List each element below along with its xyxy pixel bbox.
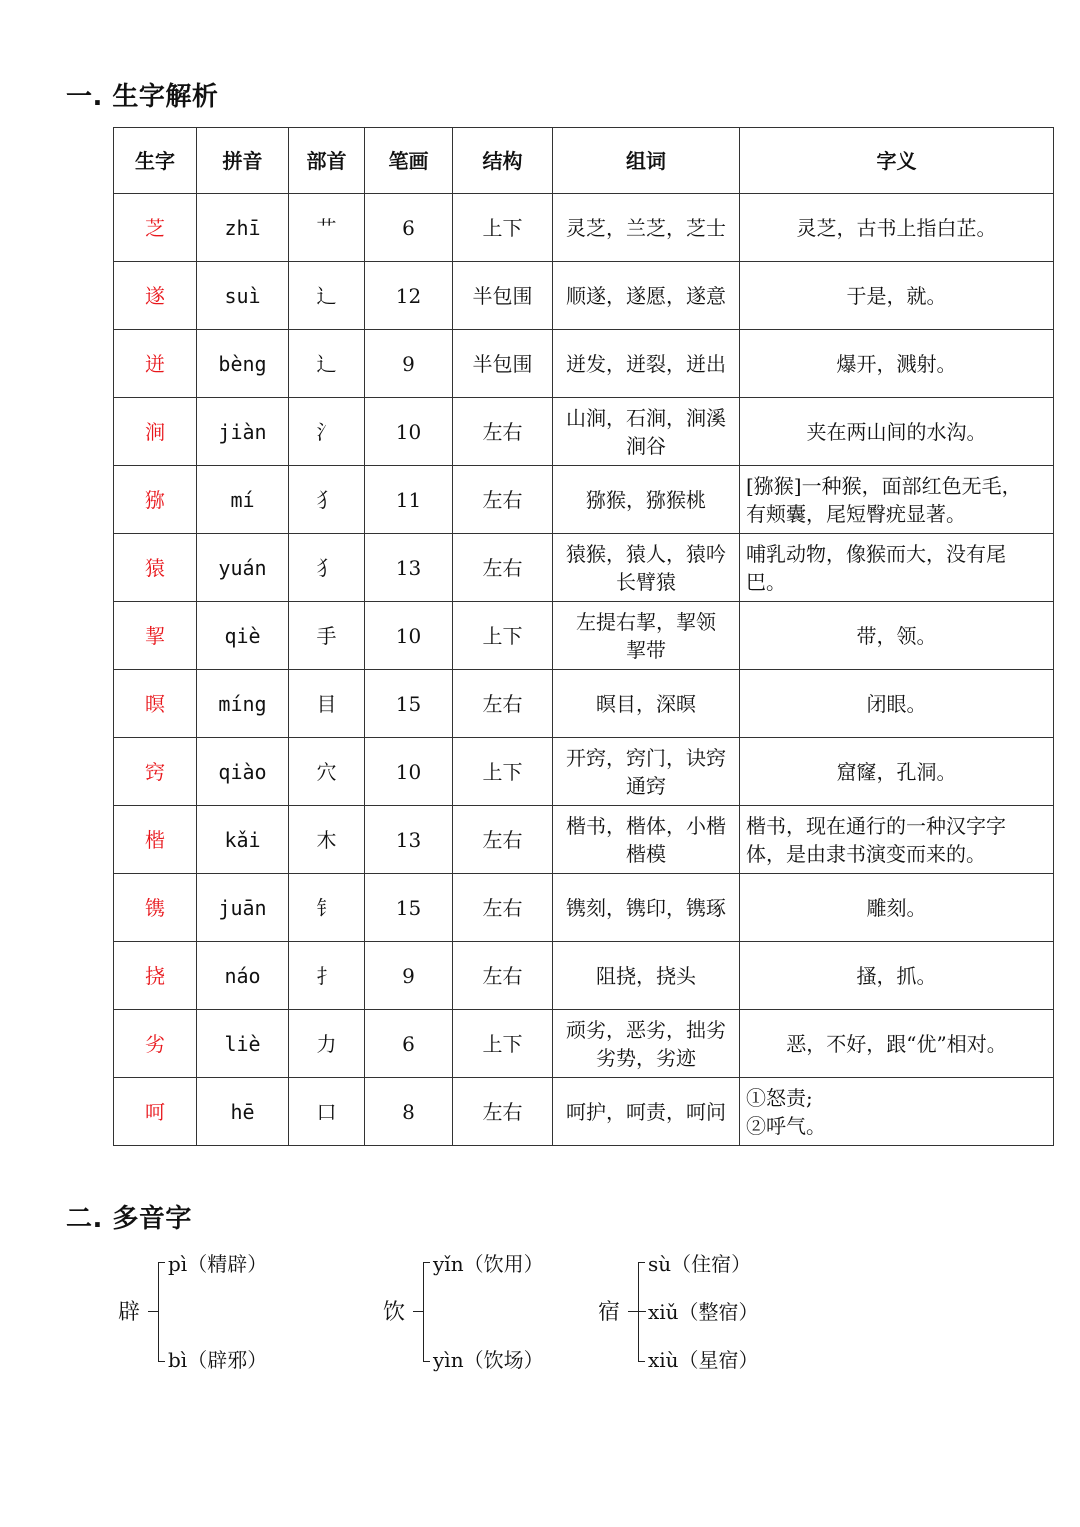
cell-meaning [740, 738, 1054, 806]
cell-character: 挠 [114, 942, 197, 1010]
cell-pinyin: zhī [197, 194, 289, 262]
table-row [114, 194, 1054, 262]
cell-pinyin: juān [197, 874, 289, 942]
cell-radical: 口 [289, 1078, 365, 1146]
cell-words [553, 262, 740, 330]
cell-words [553, 738, 740, 806]
meaning-line: 哺乳动物，像猴而大，没有尾 [746, 541, 1006, 566]
meaning-line: 闭眼。 [866, 691, 927, 716]
table-row [114, 806, 1054, 874]
cell-radical: 力 [289, 1010, 365, 1078]
cell-character: 挈 [114, 602, 197, 670]
reading-middle: xiǔ（整宿） [648, 1300, 759, 1324]
cell-pinyin: hē [197, 1078, 289, 1146]
cell-strokes: 11 [365, 466, 453, 534]
cell-radical: 目 [289, 670, 365, 738]
polyphone-character: 辟 [118, 1300, 141, 1325]
cell-radical: 手 [289, 602, 365, 670]
cell-meaning [740, 874, 1054, 942]
reading-bottom: bì（辟邪） [168, 1348, 268, 1372]
cell-character: 暝 [114, 670, 197, 738]
table-row [114, 874, 1054, 942]
cell-structure: 左右 [453, 874, 553, 942]
table-row [114, 466, 1054, 534]
cell-structure: 上下 [453, 602, 553, 670]
reading-bottom: xiù（星宿） [648, 1348, 759, 1372]
brace-tick [638, 1311, 646, 1312]
meaning-line: ①怒责; [746, 1085, 813, 1110]
cell-radical: 犭 [289, 466, 365, 534]
cell-character: 猿 [114, 534, 197, 602]
brace [638, 1262, 645, 1362]
brace [423, 1262, 430, 1362]
cell-words [553, 1078, 740, 1146]
word-line: 呵护，呵责，呵问 [566, 1099, 726, 1124]
cell-structure: 上下 [453, 738, 553, 806]
cell-strokes: 15 [365, 874, 453, 942]
meaning-line: 于是，就。 [846, 283, 947, 308]
table-row [114, 738, 1054, 806]
column-header: 生字 [114, 128, 197, 194]
cell-strokes: 6 [365, 1010, 453, 1078]
cell-words [553, 466, 740, 534]
cell-structure: 上下 [453, 194, 553, 262]
brace-connector [628, 1311, 638, 1312]
cell-meaning [740, 398, 1054, 466]
cell-structure: 左右 [453, 670, 553, 738]
cell-structure: 左右 [453, 398, 553, 466]
cell-radical: 氵 [289, 398, 365, 466]
cell-structure: 左右 [453, 806, 553, 874]
brace-connector [148, 1311, 158, 1312]
cell-meaning [740, 534, 1054, 602]
polyphone-character: 宿 [598, 1300, 621, 1325]
cell-strokes: 12 [365, 262, 453, 330]
cell-pinyin: qiè [197, 602, 289, 670]
table-row [114, 670, 1054, 738]
cell-character: 涧 [114, 398, 197, 466]
word-line: 开窍，窍门，诀窍 [566, 745, 726, 770]
cell-radical: 钅 [289, 874, 365, 942]
cell-meaning [740, 330, 1054, 398]
cell-pinyin: suì [197, 262, 289, 330]
cell-structure: 左右 [453, 1078, 553, 1146]
meaning-line: 雕刻。 [866, 895, 927, 920]
column-header: 拼音 [197, 128, 289, 194]
reading-bottom: yìn（饮场） [433, 1348, 544, 1372]
cell-pinyin: kǎi [197, 806, 289, 874]
cell-pinyin: liè [197, 1010, 289, 1078]
cell-pinyin: mí [197, 466, 289, 534]
cell-radical: 木 [289, 806, 365, 874]
cell-character: 猕 [114, 466, 197, 534]
cell-strokes: 10 [365, 602, 453, 670]
polyphone-character: 饮 [383, 1300, 406, 1325]
word-line: 涧谷 [626, 433, 666, 458]
meaning-line: 体，是由隶书演变而来的。 [746, 841, 986, 866]
cell-character: 窍 [114, 738, 197, 806]
meaning-line: 夹在两山间的水沟。 [806, 419, 987, 444]
table-row [114, 330, 1054, 398]
cell-structure: 半包围 [453, 330, 553, 398]
cell-character: 劣 [114, 1010, 197, 1078]
meaning-line: 巴。 [746, 569, 786, 594]
word-line: 迸发，迸裂，迸出 [566, 351, 726, 376]
cell-character: 呵 [114, 1078, 197, 1146]
cell-pinyin: míng [197, 670, 289, 738]
cell-strokes: 15 [365, 670, 453, 738]
table-row [114, 534, 1054, 602]
cell-structure: 左右 [453, 534, 553, 602]
cell-pinyin: náo [197, 942, 289, 1010]
brace [158, 1262, 165, 1362]
section-title-polyphones: 二. 多音字 [66, 1204, 192, 1234]
word-line: 猿猴，猿人，猿吟 [566, 541, 726, 566]
word-line: 猕猴，猕猴桃 [586, 487, 706, 512]
cell-words [553, 194, 740, 262]
meaning-line: 有颊囊，尾短臀疣显著。 [746, 501, 966, 526]
reading-top: yǐn（饮用） [433, 1252, 544, 1276]
cell-meaning [740, 806, 1054, 874]
cell-words [553, 1010, 740, 1078]
cell-strokes: 9 [365, 330, 453, 398]
cell-radical: 辶 [289, 330, 365, 398]
word-line: 楷模 [626, 841, 666, 866]
cell-strokes: 10 [365, 398, 453, 466]
character-table [113, 127, 1054, 1146]
meaning-line: 楷书，现在通行的一种汉字字 [746, 813, 1006, 838]
cell-strokes: 10 [365, 738, 453, 806]
word-line: 楷书，楷体，小楷 [566, 813, 726, 838]
cell-meaning [740, 466, 1054, 534]
cell-structure: 上下 [453, 1010, 553, 1078]
cell-words [553, 398, 740, 466]
cell-meaning [740, 262, 1054, 330]
brace-connector [413, 1311, 423, 1312]
cell-character: 遂 [114, 262, 197, 330]
word-line: 挈带 [626, 637, 666, 662]
cell-meaning [740, 602, 1054, 670]
word-line: 灵芝，兰芝，芝士 [566, 215, 726, 240]
reading-top: pì（精辟） [168, 1252, 268, 1276]
cell-strokes: 6 [365, 194, 453, 262]
cell-pinyin: bèng [197, 330, 289, 398]
column-header: 组词 [553, 128, 740, 194]
table-row [114, 262, 1054, 330]
cell-pinyin: yuán [197, 534, 289, 602]
table-row [114, 1010, 1054, 1078]
table-row [114, 1078, 1054, 1146]
cell-character: 迸 [114, 330, 197, 398]
cell-radical: 扌 [289, 942, 365, 1010]
word-line: 顺遂，遂愿，遂意 [566, 283, 726, 308]
column-header: 部首 [289, 128, 365, 194]
cell-radical: 穴 [289, 738, 365, 806]
cell-words [553, 330, 740, 398]
meaning-line: 爆开，溅射。 [836, 351, 957, 376]
cell-words [553, 534, 740, 602]
section-title-character-analysis: 一. 生字解析 [66, 82, 219, 112]
word-line: 左提右挈，挈领 [576, 609, 716, 634]
meaning-line: 带，领。 [856, 623, 937, 648]
cell-pinyin: qiào [197, 738, 289, 806]
cell-structure: 左右 [453, 942, 553, 1010]
meaning-line: 恶，不好，跟“优”相对。 [786, 1031, 1007, 1056]
column-header: 笔画 [365, 128, 453, 194]
cell-character: 楷 [114, 806, 197, 874]
word-line: 顽劣，恶劣，拙劣 [566, 1017, 726, 1042]
meaning-line: 搔，抓。 [856, 963, 937, 988]
word-line: 长臂猿 [616, 569, 676, 594]
word-line: 通窍 [626, 773, 666, 798]
cell-strokes: 13 [365, 534, 453, 602]
cell-meaning [740, 1078, 1054, 1146]
cell-strokes: 13 [365, 806, 453, 874]
column-header: 字义 [740, 128, 1054, 194]
cell-character: 镌 [114, 874, 197, 942]
cell-radical: 犭 [289, 534, 365, 602]
cell-structure: 半包围 [453, 262, 553, 330]
meaning-line: [猕猴]一种猴，面部红色无毛， [746, 473, 1022, 498]
cell-strokes: 8 [365, 1078, 453, 1146]
cell-words [553, 670, 740, 738]
cell-structure: 左右 [453, 466, 553, 534]
cell-words [553, 806, 740, 874]
cell-meaning [740, 1010, 1054, 1078]
cell-radical: 艹 [289, 194, 365, 262]
meaning-line: 窟窿，孔洞。 [836, 759, 957, 784]
table-row [114, 602, 1054, 670]
cell-meaning [740, 194, 1054, 262]
table-body [114, 194, 1054, 1146]
cell-words [553, 602, 740, 670]
cell-words [553, 874, 740, 942]
word-line: 暝目，深暝 [596, 691, 696, 716]
table-row [114, 398, 1054, 466]
cell-strokes: 9 [365, 942, 453, 1010]
cell-meaning [740, 942, 1054, 1010]
reading-top: sù（住宿） [648, 1252, 752, 1276]
column-header: 结构 [453, 128, 553, 194]
word-line: 山涧，石涧，涧溪 [566, 405, 726, 430]
cell-words [553, 942, 740, 1010]
cell-meaning [740, 670, 1054, 738]
table-header-row [114, 128, 1054, 194]
table-row [114, 942, 1054, 1010]
word-line: 镌刻，镌印，镌琢 [566, 895, 726, 920]
meaning-line: 灵芝，古书上指白芷。 [796, 215, 997, 240]
cell-radical: 辶 [289, 262, 365, 330]
word-line: 阻挠，挠头 [596, 963, 696, 988]
cell-character: 芝 [114, 194, 197, 262]
cell-pinyin: jiàn [197, 398, 289, 466]
word-line: 劣势，劣迹 [596, 1045, 696, 1070]
meaning-line: ②呼气。 [746, 1113, 826, 1138]
